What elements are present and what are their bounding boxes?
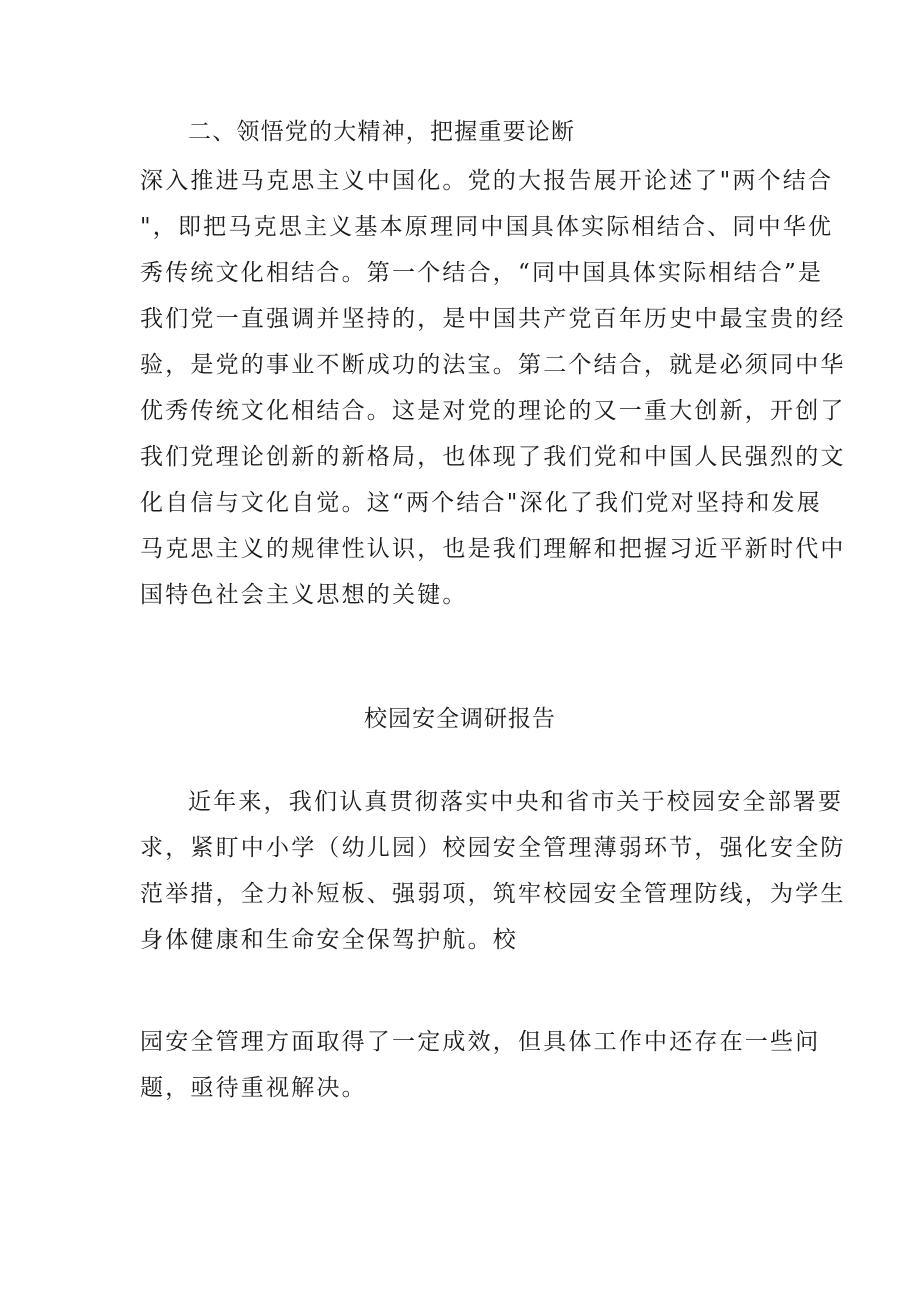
paragraph-line: 马克思主义的规律性认识，也是我们理解和把握习近平新时代中 bbox=[140, 536, 846, 562]
paragraph-line: 秀传统文化相结合。第一个结合，“同中国具体实际相结合”是 bbox=[140, 260, 824, 286]
paragraph-line: 求，紧盯中小学（幼儿园）校园安全管理薄弱环节，强化安全防 bbox=[140, 835, 846, 861]
paragraph-line: 化自信与文化自觉。这“两个结合"深化了我们党对坚持和发展 bbox=[140, 490, 822, 516]
paragraph-line: 范举措，全力补短板、强弱项，筑牢校园安全管理防线，为学生 bbox=[140, 881, 846, 907]
section-heading: 二、领悟党的大精神，把握重要论断 bbox=[188, 119, 576, 145]
paragraph-line: 深入推进马克思主义中国化。党的大报告展开论述了"两个结合 bbox=[140, 168, 834, 194]
paragraph-line: 题，亟待重视解决。 bbox=[140, 1075, 367, 1101]
report-title: 校园安全调研报告 bbox=[364, 706, 556, 732]
paragraph-line: "，即把马克思主义基本原理同中国具体实际相结合、同中华优 bbox=[140, 214, 834, 240]
paragraph-line: 园安全管理方面取得了一定成效，但具体工作中还存在一些问 bbox=[140, 1029, 821, 1055]
paragraph-line: 近年来，我们认真贯彻落实中央和省市关于校园安全部署要 bbox=[188, 789, 844, 815]
paragraph-line: 我们党理论创新的新格局，也体现了我们党和中国人民强烈的文 bbox=[140, 444, 846, 470]
paragraph-line: 身体健康和生命安全保驾护航。校 bbox=[140, 927, 518, 953]
paragraph-line: 优秀传统文化相结合。这是对党的理论的又一重大创新，开创了 bbox=[140, 398, 846, 424]
paragraph-line: 国特色社会主义思想的关键。 bbox=[140, 582, 468, 608]
paragraph-line: 验，是党的事业不断成功的法宝。第二个结合，就是必须同中华 bbox=[140, 352, 846, 378]
paragraph-line: 我们党一直强调并坚持的，是中国共产党百年历史中最宝贵的经 bbox=[140, 306, 846, 332]
